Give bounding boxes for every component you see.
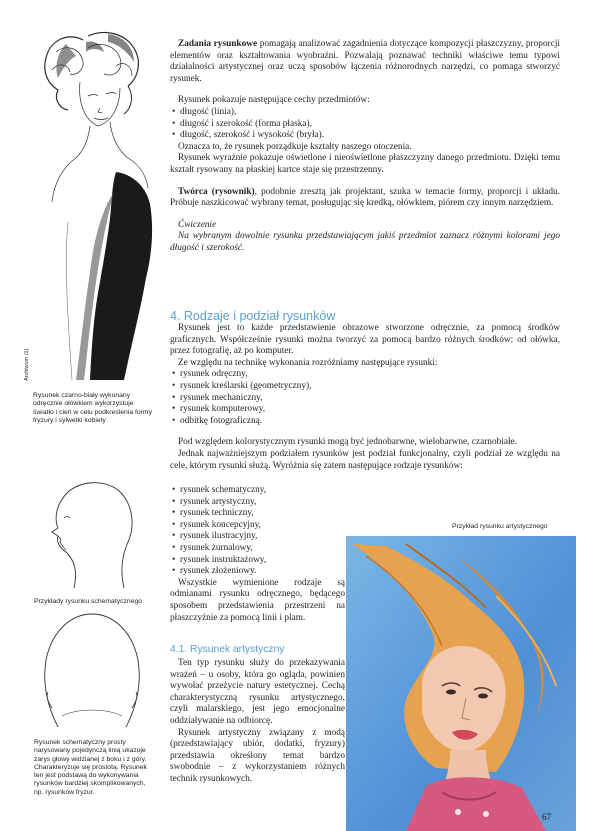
section-4-1-paragraph-1: Ten typ rysunku służy do przekazywania wrażeń – u osoby, która go ogląda, powinien wywołać przeżycie natury estetycznej. Cechą charakterystyczną rysunku artystycznego, czyli malarskiego, jest jego emocjonalne oddziaływanie na odbiorcę. [170, 658, 345, 726]
section-4-block [170, 323, 560, 472]
dims-item-1: • długość (linia), [170, 107, 560, 119]
woman-sketch-caption: Rysunek czarno-biały wykonany odręcznie ołówkiem wykorzystuje światło i cień w celu podkreślenia formy fryzury i sylwetki kobiety [33, 392, 152, 424]
kind-item-6: • rysunek żurnalowy, [170, 543, 345, 555]
kind-item-4: • rysunek koncepcyjny, [170, 520, 345, 532]
schematic-caption: Przykłady rysunku schematycznego [34, 598, 143, 605]
page-number: 67 [542, 812, 551, 822]
photo-credit: Archiwum (1) [24, 348, 30, 381]
technique-item-1: • rysunek odręczny, [170, 369, 560, 381]
intro-paragraph-5-text: , podobnie zresztą jak projektant, szuka w temacie formy, proporcji i układu. Próbuje naszkicować wybrany temat, posługując się kredką, ołówkiem, piórem czy innym narzędziem. [170, 186, 560, 209]
artistic-caption: Przykład rysunku artystycznego [452, 523, 548, 530]
schematic-description: Rysunek schematyczny prosty narysowany pojedynczą linią ukazuje zarys głowy widzianej z boku i z góry. Charakteryzuje się prostotą. Rysunek ten jest podstawą do wykonywania rysunków bardziej skomplikowanych, np. rysunków fryzur. [34, 739, 147, 796]
kind-item-1: • rysunek schematyczny, [170, 485, 345, 497]
technique-item-4: • rysunek komputerowy, [170, 404, 560, 416]
woman-sketch-illustration [28, 22, 158, 390]
head-top-schematic [38, 612, 146, 728]
head-profile-schematic [40, 478, 140, 590]
section-4-1-heading: 4.1. Rysunek artystyczny [170, 644, 285, 655]
intro-block [170, 39, 560, 255]
section-4-paragraph-2: Ze względu na technikę wykonania rozróżniamy następujące rysunki: [178, 357, 438, 368]
section-4-paragraph-5: Wszystkie wymienione rodzaje są odmianami rysunku odręcznego, będącego sposobem przedstawienia przestrzeni na płaszczyźnie za pomocą linii i plam. [170, 577, 345, 623]
exercise-title: Ćwiczenie [178, 219, 217, 230]
kind-item-7: • rysunek instruktażowy, [170, 555, 345, 567]
intro-paragraph-3: Oznacza to, że rysunek porządkuje kształty naszego otoczenia. [178, 141, 412, 152]
intro-paragraph-1 [170, 39, 560, 85]
kind-item-2: • rysunek artystyczny, [170, 497, 345, 509]
dims-item-2: • długość i szerokość (forma płaska), [170, 119, 560, 131]
technique-item-5: • odbitkę fotograficzną. [170, 416, 560, 428]
artistic-drawing-illustration [346, 536, 576, 831]
section-4-paragraph-1: Rysunek jest to każde przedstawienie obrazowe stworzone odręcznie, za pomocą środków graficznych. Współcześnie rysunki można tworzyć za pomocą bardzo różnych środków: od ołówka, przez fotografię, aż po komputer. [170, 323, 560, 357]
technique-item-2: • rysunek kreślarski (geometryczny), [170, 381, 560, 393]
intro-paragraph-4: Rysunek wyraźnie pokazuje oświetlone i nieoświetlone płaszczyzny danego przedmiotu. Dzięki temu kształt rysowany na płaskiej kartce staje się przestrzenny. [170, 153, 560, 175]
intro-term-drawing-tasks: Zadania rysunkowe [178, 39, 258, 49]
intro-paragraph-2: Rysunek pokazuje następujące cechy przedmiotów: [178, 95, 370, 106]
section-4-1-block [170, 658, 345, 786]
kind-item-8: • rysunek złożeniowy. [170, 566, 345, 578]
kinds-list [170, 485, 345, 624]
section-4-paragraph-3: Pod względem kolorystycznym rysunki mogą być jednobarwne, wielobarwne, czarnobiałe. [178, 437, 517, 448]
dims-item-3: • długość, szerokość i wysokość (bryła). [170, 130, 560, 142]
intro-paragraph-5 [170, 187, 560, 210]
kind-item-3: • rysunek techniczny, [170, 508, 345, 520]
technique-item-3: • rysunek mechaniczny, [170, 393, 560, 405]
exercise-text: Na wybranym dowolnie rysunku przedstawiającym jakiś przedmiot zaznacz różnymi kolorami jego długość i szerokość. [170, 231, 560, 253]
section-4-paragraph-4: Jednak najważniejszym podziałem rysunków jest podział funkcjonalny, czyli podział ze względu na cele, którym rysunki służą. Wyróżnia się zatem następujące rodzaje rysunków: [170, 448, 560, 471]
intro-paragraph-1-text: pomagają analizować zagadnienia dotyczące kompozycji płaszczyzny, proporcji elementów oraz kształtowania wyobraźni. Pozwalają poznawać techniki właściwe temu typowi działalności artystycznej oraz uczą sposobów łączenia różnorodnych narzędzi, co pomaga stworzyć rysunek. [170, 39, 560, 84]
intro-term-creator: Twórca (rysownik) [178, 186, 255, 197]
section-4-heading: 4. Rodzaje i podział rysunków [170, 309, 336, 323]
kind-item-5: • rysunek ilustracyjny, [170, 531, 345, 543]
section-4-1-paragraph-2: Rysunek artystyczny związany z modą (przedstawiający ubiór, dodatki, fryzury) przedstawia określony temat bardzo swobodnie – z wykorzystaniem różnych technik rysunkowych. [170, 727, 345, 784]
